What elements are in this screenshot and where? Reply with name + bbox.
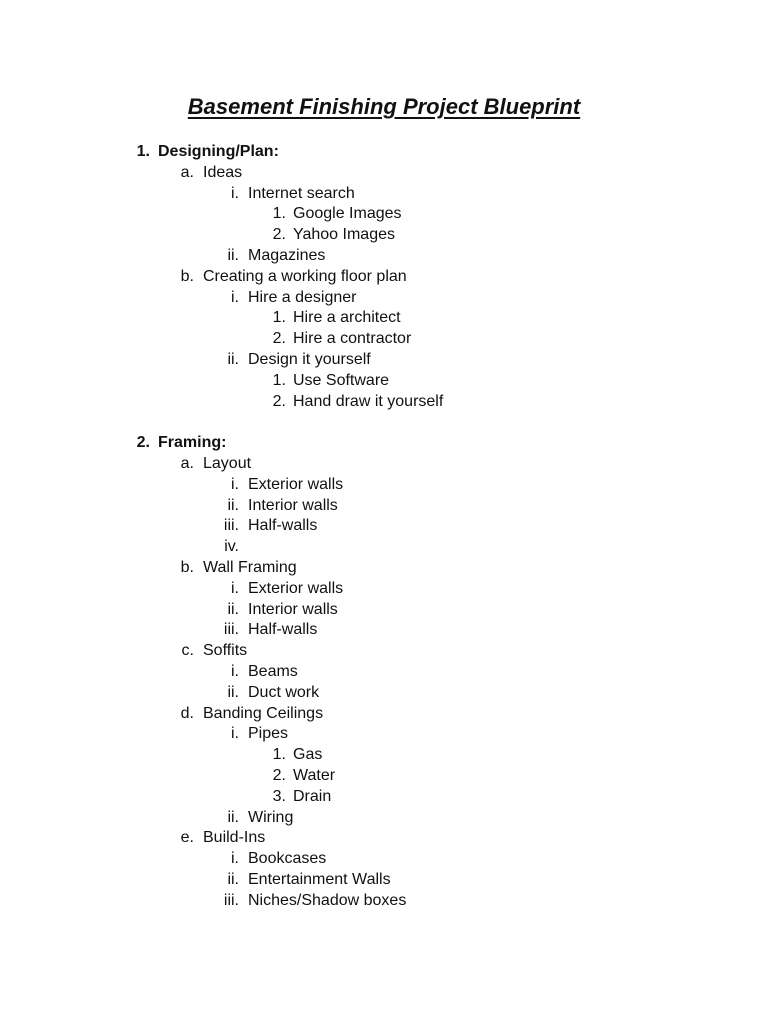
outline-text: Pipes bbox=[248, 725, 289, 743]
outline-marker: ii. bbox=[227, 808, 239, 826]
outline-text: Banding Ceilings bbox=[203, 704, 324, 722]
outline-marker: 2. bbox=[272, 392, 286, 410]
outline-text: Bookcases bbox=[248, 850, 327, 868]
outline-item bbox=[0, 766, 768, 787]
outline-item bbox=[0, 662, 768, 683]
outline-item bbox=[0, 828, 768, 849]
outline-item bbox=[0, 558, 768, 579]
outline-marker: iv. bbox=[224, 538, 239, 556]
outline-item bbox=[0, 641, 768, 662]
outline-item bbox=[0, 808, 768, 829]
outline-marker: i. bbox=[231, 662, 239, 680]
outline-marker: ii. bbox=[227, 683, 239, 701]
outline-text: Hire a architect bbox=[293, 309, 401, 327]
outline-item bbox=[0, 724, 768, 745]
outline-item bbox=[0, 392, 768, 413]
section-title: Designing/Plan: bbox=[158, 143, 279, 160]
outline-text: Gas bbox=[293, 746, 323, 764]
outline-list bbox=[0, 142, 768, 911]
outline-text: Wall Framing bbox=[203, 558, 297, 576]
outline-marker: d. bbox=[180, 704, 194, 722]
outline-text: Half-walls bbox=[248, 621, 318, 639]
outline-marker: i. bbox=[231, 725, 239, 743]
outline-text: Soffits bbox=[203, 642, 248, 660]
outline-item bbox=[0, 496, 768, 517]
outline-item bbox=[0, 329, 768, 350]
outline-text: Hand draw it yourself bbox=[293, 392, 444, 410]
outline-text: Duct work bbox=[248, 683, 320, 701]
outline-marker: 3. bbox=[272, 787, 286, 805]
outline-text: Layout bbox=[203, 454, 252, 472]
outline-item bbox=[0, 745, 768, 766]
outline-text: Exterior walls bbox=[248, 475, 344, 493]
outline-text: Exterior walls bbox=[248, 579, 344, 597]
outline-text: Design it yourself bbox=[248, 350, 371, 368]
outline-marker: 1. bbox=[272, 746, 286, 764]
outline-item bbox=[0, 225, 768, 246]
outline-marker: iii. bbox=[223, 891, 239, 909]
outline-item bbox=[0, 600, 768, 621]
outline-item bbox=[0, 371, 768, 392]
outline-marker: 2. bbox=[272, 330, 286, 348]
outline-text: Build-Ins bbox=[203, 829, 266, 847]
outline-marker: 1. bbox=[136, 143, 150, 160]
outline-marker: c. bbox=[181, 642, 194, 660]
outline-text: Interior walls bbox=[248, 600, 338, 618]
outline-marker: 1. bbox=[272, 205, 286, 223]
outline-marker: iii. bbox=[223, 517, 239, 535]
outline-marker: b. bbox=[180, 267, 194, 285]
outline-text: Ideas bbox=[203, 163, 243, 181]
outline-text: Google Images bbox=[293, 205, 402, 223]
outline-marker: 2. bbox=[136, 434, 150, 452]
outline-text: Yahoo Images bbox=[293, 226, 395, 244]
section-heading bbox=[0, 433, 768, 454]
outline-marker: i. bbox=[231, 475, 239, 493]
outline-marker: ii. bbox=[227, 600, 239, 618]
outline-marker: ii. bbox=[227, 496, 239, 514]
document-title: Basement Finishing Project Blueprint bbox=[187, 94, 581, 119]
outline-marker: 2. bbox=[272, 766, 286, 784]
outline-text: Creating a working floor plan bbox=[203, 267, 407, 285]
outline-marker: i. bbox=[231, 579, 239, 597]
outline-item bbox=[0, 683, 768, 704]
outline-item bbox=[0, 516, 768, 537]
outline-text: Internet search bbox=[248, 184, 355, 202]
outline-item bbox=[0, 454, 768, 475]
outline-item bbox=[0, 163, 768, 184]
outline-text: Hire a designer bbox=[248, 288, 357, 306]
outline-item bbox=[0, 787, 768, 808]
outline-item bbox=[0, 870, 768, 891]
outline-item bbox=[0, 579, 768, 600]
outline-item bbox=[0, 204, 768, 225]
section-title: Framing: bbox=[158, 434, 227, 452]
outline-item bbox=[0, 475, 768, 496]
outline-marker: b. bbox=[180, 558, 194, 576]
outline-marker: 2. bbox=[272, 226, 286, 244]
outline-text: Hire a contractor bbox=[293, 330, 412, 348]
outline-item bbox=[0, 620, 768, 641]
outline-marker: e. bbox=[180, 829, 194, 847]
outline-marker: ii. bbox=[227, 246, 239, 264]
outline-marker: 1. bbox=[272, 309, 286, 327]
outline-marker: a. bbox=[180, 454, 194, 472]
outline-text: Niches/Shadow boxes bbox=[248, 891, 407, 909]
outline-marker: 1. bbox=[272, 371, 286, 389]
outline-text: Interior walls bbox=[248, 496, 338, 514]
outline-text: Half-walls bbox=[248, 517, 318, 535]
outline-text: Drain bbox=[293, 787, 332, 805]
outline-item bbox=[0, 288, 768, 309]
outline-marker: ii. bbox=[227, 870, 239, 888]
outline-text: Water bbox=[293, 766, 336, 784]
outline-text: Use Software bbox=[293, 371, 390, 389]
outline-item bbox=[0, 849, 768, 870]
outline-text: Wiring bbox=[248, 808, 294, 826]
outline-marker: i. bbox=[231, 288, 239, 306]
outline-item bbox=[0, 704, 768, 725]
outline-item bbox=[0, 246, 768, 267]
outline-text: Beams bbox=[248, 662, 298, 680]
section-heading bbox=[0, 142, 768, 163]
outline-item bbox=[0, 308, 768, 329]
outline-text: Magazines bbox=[248, 246, 326, 264]
outline-item bbox=[0, 267, 768, 288]
outline-marker: iii. bbox=[223, 621, 239, 639]
outline-item bbox=[0, 350, 768, 371]
outline-item bbox=[0, 184, 768, 205]
outline-marker: a. bbox=[180, 163, 194, 181]
outline-marker: ii. bbox=[227, 350, 239, 368]
outline-item bbox=[0, 891, 768, 912]
outline-item bbox=[0, 537, 768, 558]
outline-marker: i. bbox=[231, 850, 239, 868]
outline-marker: i. bbox=[231, 184, 239, 202]
outline-text: Entertainment Walls bbox=[248, 870, 391, 888]
